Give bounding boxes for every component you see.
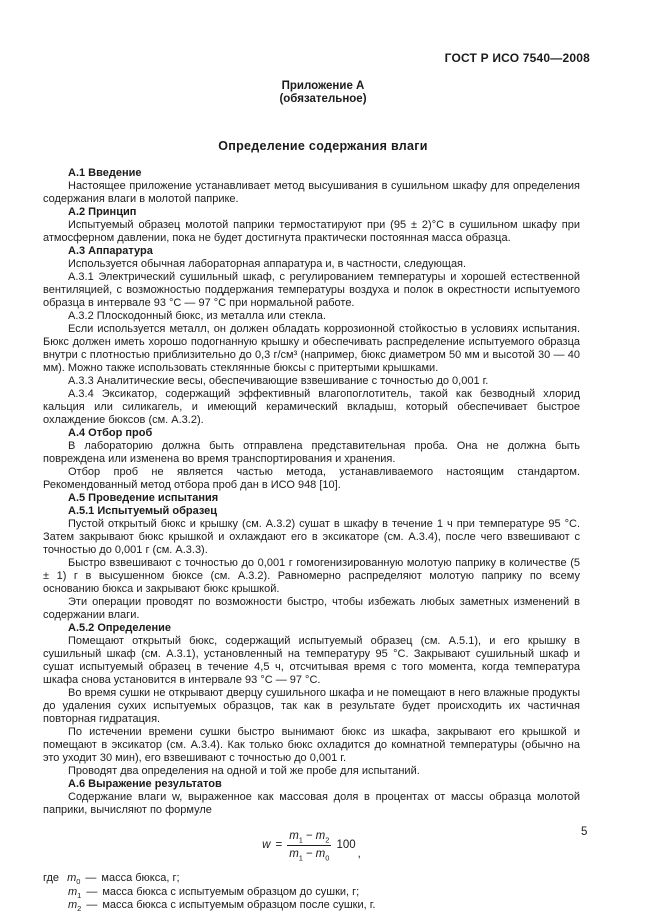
- page-number: 5: [581, 826, 588, 838]
- document-body: [43, 167, 580, 913]
- fraction-denominator: [287, 846, 331, 861]
- variable-m0: $m_0$: [67, 872, 81, 887]
- paragraph: Проводят два определения на одной и той же пробе для испытаний.: [68, 765, 420, 777]
- paragraph: Пустой открытый бюкс и крышку (см. А.3.2) сушат в шкафу в течение 1 ч при температуре 95 °С. Затем закрывают бюкс крышкой и охлаждают его в эксикаторе (см. А.3.4), после чего взвешивают с точностью до 0,001 г (см. А.3.3).: [43, 518, 580, 556]
- paragraph: А.3.2 Плоскодонный бюкс, из металла или стекла.: [68, 310, 326, 322]
- variable-m2: $m_2$: [68, 899, 82, 913]
- annex-title: Приложение А: [281, 80, 365, 92]
- definition-text: масса бюкса с испытуемым образцом до сушки, г;: [102, 885, 360, 898]
- formula-fraction: [287, 830, 331, 861]
- standard-number: ГОСТ Р ИСО 7540—2008: [444, 51, 590, 65]
- formula-multiplier: 100: [336, 839, 356, 851]
- paragraph: Используется обычная лабораторная аппаратура и, в частности, следующая.: [68, 258, 467, 270]
- variable-m1: $m_1$: [289, 848, 303, 863]
- paragraph: Помещают открытый бюкс, содержащий испытуемый образец (см. А.5.1), и его крышку в сушильный шкаф (см. А.3.1), установленный на температуру 95 °С. Закрывают сушильный шкаф и сушат испытуемый образец в течение 4,5 ч, отсчитывая время с того момента, когда температура шкафа снова установится в интервале 93 °С — 97 °С.: [43, 635, 580, 686]
- section-heading: А.4 Отбор проб: [68, 427, 153, 439]
- dash: —: [86, 899, 98, 911]
- paragraph: Настоящее приложение устанавливает метод высушивания в сушильном шкафу для определения содержания влаги в молотой паприке.: [43, 180, 580, 205]
- annex-subtitle: (обязательное): [279, 93, 367, 105]
- formula-comma: ,: [357, 848, 361, 860]
- page-title: Определение содержания влаги: [218, 139, 428, 153]
- paragraph: Испытуемый образец молотой паприки термостатируют при (95 ± 2)°С в сушильном шкафу при атмосферном давлении, пока не будет достигнута практически постоянная масса образца.: [43, 219, 580, 244]
- paragraph: Содержание влаги w, выраженное как массовая доля в процентах от массы образца молотой паприки, вычисляют по формуле: [43, 791, 580, 816]
- definition-text: масса бюкса, г;: [101, 872, 180, 884]
- formula-lhs: w: [262, 839, 271, 851]
- paragraph: По истечении времени сушки быстро вынимают бюкс из шкафа, закрывают его крышкой и помещают в эксикатор (см. А.3.4). Как только бюкс охладится до комнатной температуры (обычно на это уходит 30 мин), его взвешивают с точностью до 0,001 г.: [43, 726, 580, 764]
- variable-m2: $m_2$: [315, 830, 330, 845]
- variable-m0: $m_0$: [315, 848, 330, 863]
- paragraph: Отбор проб не является частью метода, устанавливаемого настоящим стандартом. Рекомендованный метод отбора проб дан в ИСО 948 [10].: [43, 466, 580, 491]
- section-heading: А.5.2 Определение: [68, 622, 171, 634]
- body-blocks: [43, 167, 580, 817]
- formula-equals-sign: =: [275, 839, 283, 851]
- where-label: где: [43, 872, 60, 884]
- section-heading: А.6 Выражение результатов: [68, 778, 222, 790]
- variable-m1: $m_1$: [68, 885, 82, 900]
- paragraph: В лабораторию должна быть отправлена представительная проба. Она не должна быть повреждена или изменена во время транспортирования и хранения.: [43, 440, 580, 465]
- paragraph: Эти операции проводят по возможности быстро, чтобы избежать любых заметных изменений в содержании влаги.: [43, 596, 580, 621]
- section-heading: А.2 Принцип: [68, 206, 137, 218]
- paragraph: А.3.3 Аналитические весы, обеспечивающие взвешивание с точностью до 0,001 г.: [68, 375, 489, 387]
- section-heading: А.5.1 Испытуемый образец: [68, 505, 218, 517]
- minus-operator: −: [305, 848, 313, 860]
- paragraph: Во время сушки не открывают дверцу сушильного шкафа и не помещают в него влажные продукты до удаления сухих испытуемых образцов, так как в результате будет происходить их частичная повторная гидратация.: [43, 687, 580, 725]
- paragraph: Быстро взвешивают с точностью до 0,001 г гомогенизированную молотую паприку в количестве (5 ± 1) г в высушенном бюксе (см. А.3.2). Равномерно распределяют молотую паприку по всему основанию бюкса и закрывают бюкс крышкой.: [43, 557, 580, 595]
- dash: —: [85, 872, 97, 884]
- formula-definition: [43, 899, 580, 913]
- paragraph: А.3.4 Эксикатор, содержащий эффективный влагопоглотитель, такой как безводный хлорид кальция или силикагель, и имеющий керамический вкладыш, который обеспечивает быстрое охлаждение бюксов (см. А.3.2).: [43, 388, 580, 426]
- definition-text: масса бюкса с испытуемым образцом после сушки, г.: [102, 899, 376, 911]
- fraction-numerator: [287, 830, 331, 846]
- moisture-formula: [43, 830, 580, 861]
- section-heading: А.5 Проведение испытания: [68, 492, 219, 504]
- section-heading: А.1 Введение: [68, 167, 142, 179]
- dash: —: [86, 885, 98, 898]
- minus-operator: −: [305, 830, 313, 842]
- paragraph: Если используется металл, он должен обладать коррозионной стойкостью в условиях испытания. Бюкс должен иметь хорошо подогнанную крышку и обеспечивать распределение испытуемого образца внутри с плотностью приблизительно до 0,3 г/см³ (например, бюкс диаметром 50 мм и высотой 30 — 40 мм). Можно также использовать стеклянные бюксы с притертыми крышками.: [43, 323, 580, 374]
- formula-definition: [43, 872, 580, 886]
- formula-definition: [43, 886, 580, 900]
- annex-heading: [0, 80, 646, 106]
- paragraph: А.3.1 Электрический сушильный шкаф, с регулированием температуры и хорошей естественной вентиляцией, с возможностью поддержания температуры воздуха и полок в окрестности испытуемого образца в интервале 93 °С — 97 °С при нормальной работе.: [43, 271, 580, 309]
- variable-m1: $m_1$: [289, 830, 303, 845]
- section-heading: А.3 Аппаратура: [68, 245, 153, 257]
